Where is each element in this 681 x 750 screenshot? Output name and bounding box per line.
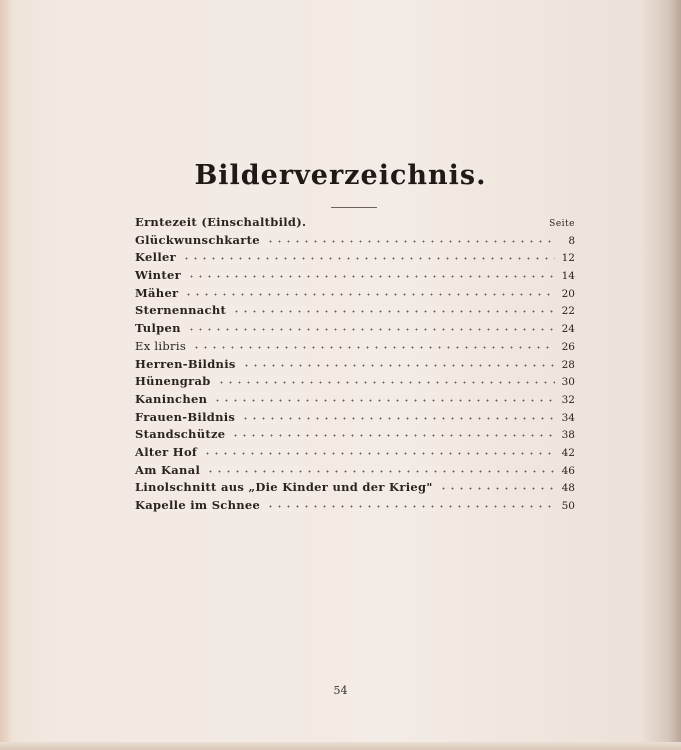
entry-title: Kaninchen	[135, 391, 208, 406]
dot-leader	[266, 236, 555, 244]
entry-page-number: 46	[561, 464, 575, 477]
illustration-index	[135, 214, 575, 515]
entry-title: Alter Hof	[135, 444, 198, 459]
entry-title: Sternennacht	[135, 303, 227, 318]
list-item	[135, 267, 575, 285]
dot-leader	[241, 413, 555, 421]
dot-leader	[242, 360, 555, 368]
dot-leader	[192, 342, 555, 350]
dot-leader	[203, 448, 555, 456]
dot-leader	[217, 377, 555, 385]
entry-title: Mäher	[135, 285, 179, 300]
entry-title: Tulpen	[135, 321, 181, 336]
list-item	[135, 391, 575, 409]
dot-leader	[266, 501, 555, 509]
dot-leader	[206, 466, 555, 474]
entry-page-number: 22	[561, 305, 575, 318]
dot-leader	[187, 324, 555, 332]
entry-title: Winter	[135, 268, 181, 283]
entry-page-number: 20	[561, 287, 575, 300]
entry-title: Glückwunschkarte	[135, 232, 260, 247]
dot-leader	[231, 430, 555, 438]
entry-title: Kapelle im Schnee	[135, 498, 261, 512]
entry-title: Herren-Bildnis	[135, 356, 236, 371]
first-entry-title: Erntezeit (Einschaltbild).	[135, 215, 307, 229]
list-item	[135, 497, 575, 515]
dot-leader	[182, 253, 555, 261]
entry-title: Standschütze	[135, 427, 226, 442]
dot-leader	[439, 483, 555, 491]
entry-title: Hünengrab	[135, 374, 211, 389]
entry-page-number: 30	[561, 376, 575, 389]
page-gutter	[0, 0, 10, 750]
entry-page-number: 12	[561, 252, 575, 265]
list-item	[135, 356, 575, 374]
index-header-row	[135, 214, 575, 232]
page-bottom-edge	[0, 742, 681, 750]
entry-title: Keller	[135, 250, 176, 265]
list-item	[135, 479, 575, 497]
list-item	[135, 338, 575, 356]
list-item	[135, 285, 575, 303]
entry-page-number: 8	[568, 234, 575, 247]
list-item	[135, 373, 575, 391]
list-item	[135, 409, 575, 427]
dot-leader	[213, 395, 555, 403]
entry-page-number: 26	[561, 340, 575, 353]
entry-title: Frauen-Bildnis	[135, 409, 236, 424]
entry-page-number: 14	[561, 270, 575, 283]
page-title: Bilderverzeichnis.	[194, 160, 487, 191]
list-item	[135, 444, 575, 462]
list-item	[135, 249, 575, 267]
list-item	[135, 302, 575, 320]
title-divider	[331, 207, 377, 208]
entry-page-number: 34	[561, 411, 575, 424]
entry-page-number: 32	[561, 393, 575, 406]
dot-leader	[232, 306, 555, 314]
entry-title: Ex libris	[135, 338, 187, 353]
list-item	[135, 462, 575, 480]
entry-title: Linolschnitt aus „Die Kinder und der Krieg"	[135, 480, 433, 495]
list-item	[135, 426, 575, 444]
entry-page-number: 42	[561, 446, 575, 459]
entry-page-number: 24	[561, 323, 575, 336]
page-number: 54	[333, 684, 348, 697]
entry-page-number: 48	[561, 482, 575, 495]
dot-leader	[187, 271, 555, 279]
list-item	[135, 232, 575, 250]
entry-page-number: 50	[561, 500, 575, 512]
page-column-label: Seite	[549, 219, 575, 229]
entry-title: Am Kanal	[135, 462, 201, 477]
entry-page-number: 28	[561, 358, 575, 371]
list-item	[135, 320, 575, 338]
entry-page-number: 38	[561, 429, 575, 442]
dot-leader	[184, 289, 555, 297]
